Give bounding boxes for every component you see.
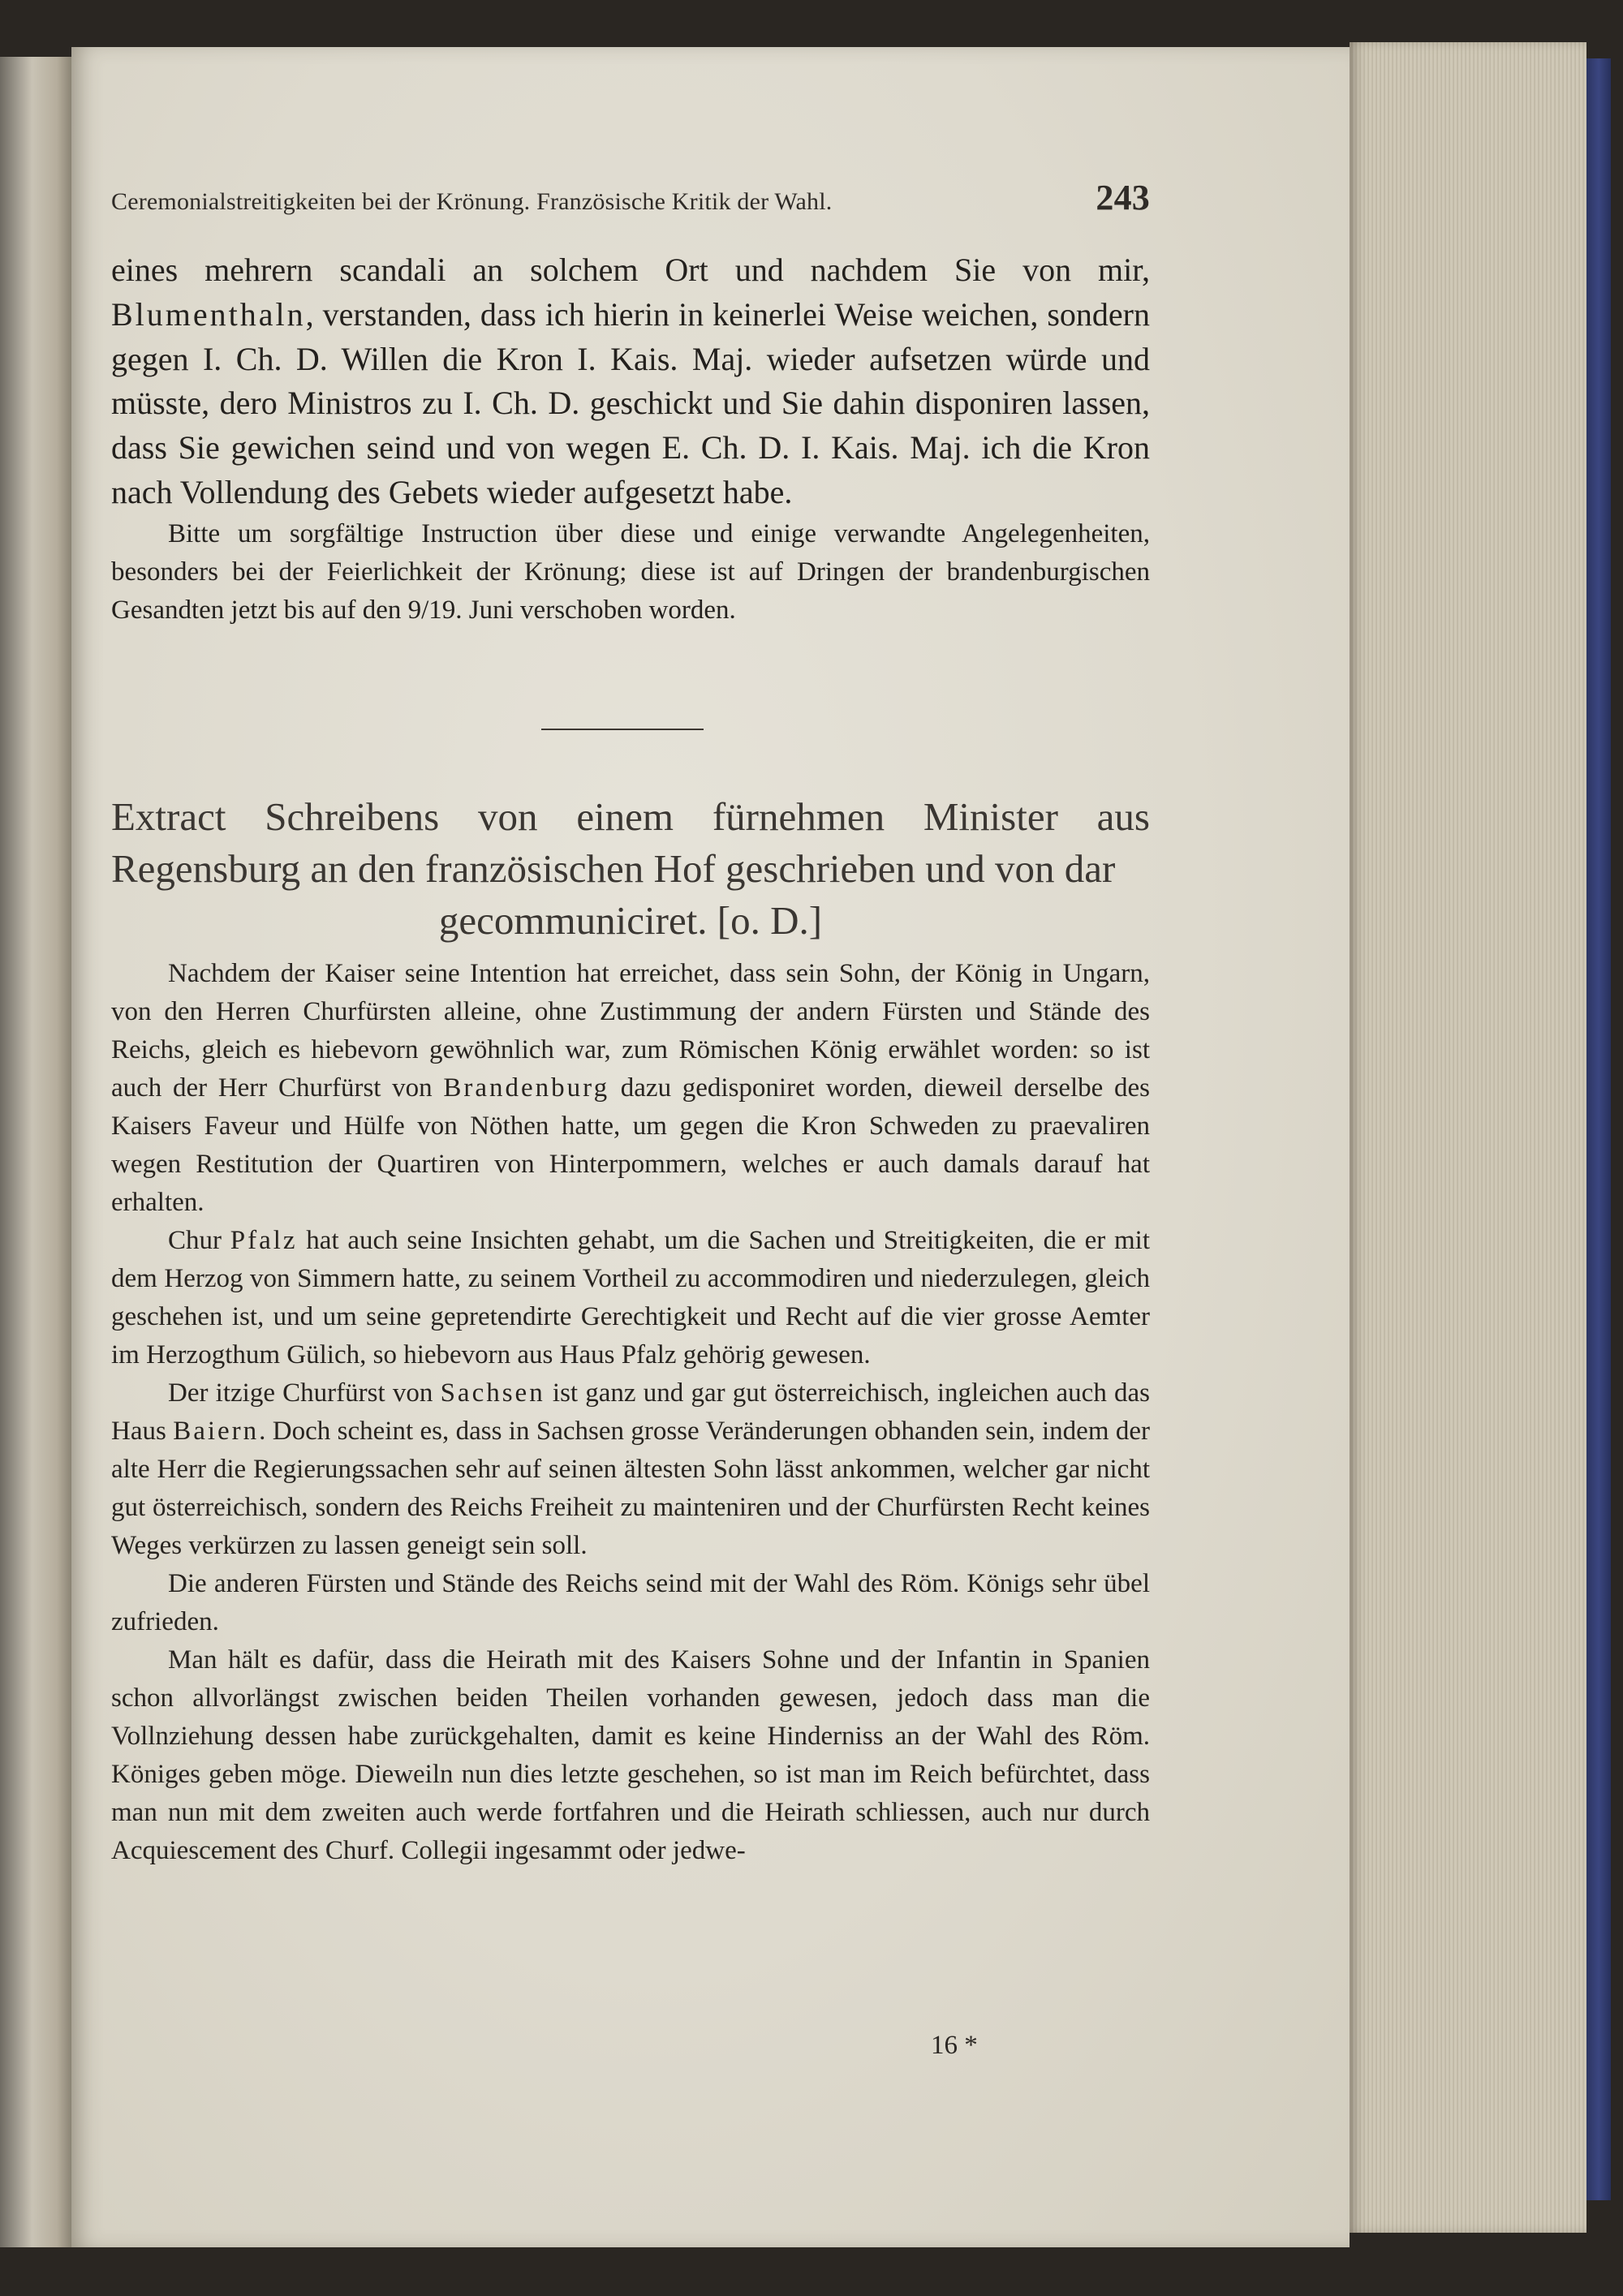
text-run: Der itzige Churfürst von [168,1378,441,1408]
text-run: hat auch seine Insichten gehabt, um die Sachen und Streitigkeiten, die er mit dem Herzog von Simmern hatte, zu seinem Vortheil zu accommodiren und niederzulegen, gleich geschehen ist, und um seine gepretendirte Gerechtigkeit und Recht auf die vier grosse Aemter im Herzogthum Gülich, so hiebevorn aus Haus Pfalz gehörig gewesen. [111,1226,1151,1369]
spaced-name: Baiern [173,1417,260,1446]
section-divider [541,729,704,730]
section-title [111,791,1150,947]
title-main: Extract Schreibens von einem fürnehmen Minister aus Regensburg an den französischen Hof geschrieben und von dar [111,794,1150,891]
signature-mark: 16 * [931,2031,978,2060]
text-run: eines mehrern scandali an solchem Ort und nachdem Sie von mir, [111,252,1150,288]
section-body [111,955,1150,1870]
text-run: , verstanden, dass ich hierin in keinerlei Weise weichen, sondern gegen I. Ch. D. Willen die Kron I. Kais. Maj. wieder aufsetzen würde und müsste, dero Ministros zu I. Ch. D. geschickt und Sie dahin disponiren lassen, dass Sie gewichen seind und von wegen E. Ch. D. I. Kais. Maj. ich die Kron nach Vollendung des Gebets wieder aufgesetzt habe. [111,295,1150,510]
text-run: dazu gedisponiret worden, dieweil derselbe des Kaisers Faveur und Hülfe von Nöthen hatte, um gegen die Kron Schweden zu praevaliren wegen Restitution der Quartiren von Hinterpommern, welches er auch damals darauf hat erhalten. [111,1073,1150,1217]
title-last-line: gecommuniciret. [o. D.] [438,898,823,943]
spaced-name: Pfalz [230,1226,298,1255]
running-header [111,177,1150,218]
spaced-name: Blumenthaln [111,295,306,333]
running-title: Ceremonialstreitigkeiten bei der Krönung. Französische Kritik der Wahl. [111,188,833,215]
spaced-name: Sachsen [440,1378,545,1408]
body-paragraph-2 [111,1222,1150,1374]
text-run: Nachdem der Kaiser seine Intention hat erreichet, dass sein Sohn, der König in Ungarn, von den Herren Churfürsten alleine, ohne Zustimmung der andern Fürsten und Stände des Reichs, gleich es hiebevorn gewöhnlich war, zum Römischen König erwählet worden: so ist auch der Herr Churfürst von [111,959,1150,1103]
spaced-name: Brandenburg [443,1073,610,1103]
page-stack-edge [1350,42,1586,2233]
body-paragraph-1 [111,955,1150,1222]
page-number: 243 [1096,178,1150,217]
body-paragraph-4: Die anderen Fürsten und Stände des Reichs seind mit der Wahl des Röm. Königs sehr übel zufrieden. [111,1569,1150,1636]
body-paragraph-5: Man hält es dafür, dass die Heirath mit des Kaisers Sohne und der Infantin in Spanien schon allvorlängst zwischen beiden Theilen vorhanden gewesen, jedoch dass man die Vollnziehung dessen habe zurückgehalten, damit es keine Hinderniss an der Wahl des Röm. Königes geben möge. Dieweiln nun dies letzte geschehen, so ist man im Reich befürchtet, dass man nun mit dem zweiten auch werde fortfahren und die Heirath schliessen, auch nur durch Acquiescement des Churf. Collegii ingesammt oder jedwe- [111,1645,1150,1865]
continued-paragraph [111,248,1150,515]
text-run: ist ganz und gar gut österreichisch, ingleichen auch das Haus [111,1378,1151,1446]
book-cover-edge [1586,58,1611,2200]
body-paragraph-3 [111,1374,1150,1565]
left-page-edge [0,57,71,2247]
top-section [111,248,1150,630]
summary-paragraph: Bitte um sorgfältige Instruction über diese und einige verwandte Angelegenheiten, besonders bei der Feierlichkeit der Krönung; diese ist auf Dringen der brandenburgischen Gesandten jetzt bis auf den 9/19. Juni verschoben worden. [111,518,1150,625]
text-run: . Doch scheint es, dass in Sachsen grosse Veränderungen obhanden sein, indem der alte Herr die Regierungssachen sehr auf seinen ältesten Sohn lässt ankommen, welcher gar nicht gut österreichisch, sondern des Reichs Freiheit zu mainteniren und der Churfürsten Recht keines Weges verkürzen zu lassen geneigt sein soll. [111,1417,1150,1560]
text-run: Chur [168,1226,230,1255]
